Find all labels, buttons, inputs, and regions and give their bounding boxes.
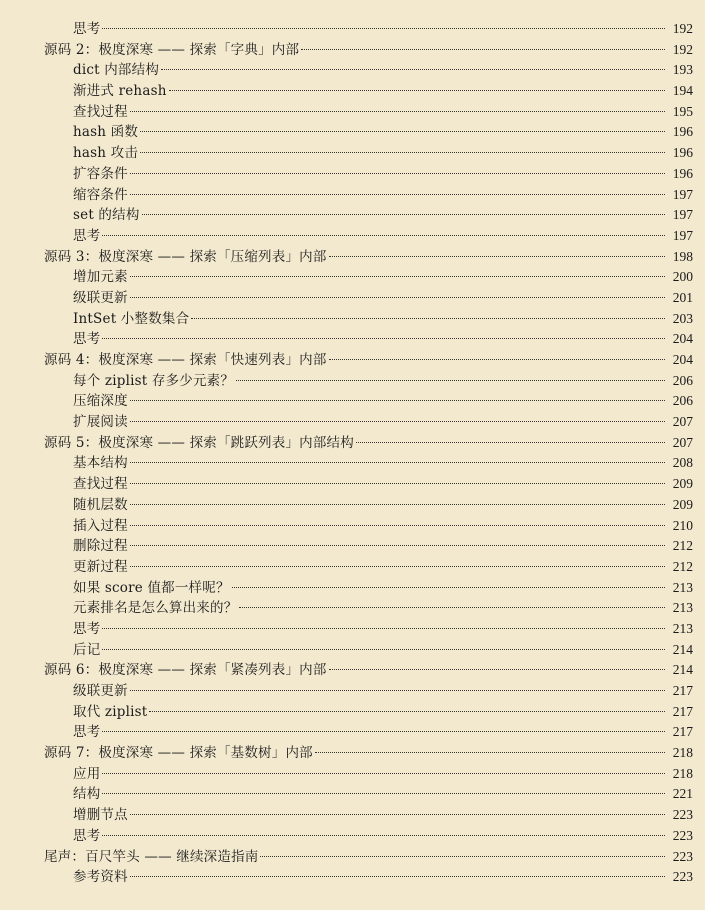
toc-entry-title: 查找过程 [73,103,128,120]
toc-entry-title: 增加元素 [73,269,128,286]
dot-leader [140,131,665,132]
toc-entry-title: 取代 ziplist [73,703,148,720]
toc-section-entry[interactable] [0,826,705,847]
toc-entry-title: 思考 [73,724,101,741]
dot-leader [130,545,665,546]
dot-leader [102,628,665,629]
toc-page-number: 217 [672,703,693,719]
toc-page-number: 213 [672,579,693,595]
toc-page-number: 194 [672,83,693,99]
toc-chapter-entry[interactable] [0,847,705,868]
toc-section-entry[interactable] [0,702,705,723]
toc-entry-title: 思考 [73,331,101,348]
toc-section-entry[interactable] [0,578,705,599]
toc-section-entry[interactable] [0,205,705,226]
toc-section-entry[interactable] [0,329,705,350]
toc-entry-title: 思考 [73,227,101,244]
toc-entry-title: 基本结构 [73,455,128,472]
toc-entry-title: hash 函数 [73,124,139,141]
toc-section-entry[interactable] [0,536,705,557]
toc-section-entry[interactable] [0,81,705,102]
toc-page-number: 208 [672,455,693,471]
dot-leader [130,400,665,401]
toc-page-number: 218 [672,765,693,781]
toc-entry-title: 源码 6：极度深寒 —— 探索「紧凑列表」内部 [44,662,327,679]
toc-section-entry[interactable] [0,19,705,40]
toc-section-entry[interactable] [0,122,705,143]
toc-page-number: 213 [672,620,693,636]
dot-leader [130,297,665,298]
toc-section-entry[interactable] [0,309,705,330]
toc-section-entry[interactable] [0,143,705,164]
dot-leader [169,90,665,91]
toc-page-number: 196 [672,124,693,140]
toc-entry-title: 结构 [73,786,101,803]
dot-leader [130,462,665,463]
toc-section-entry[interactable] [0,495,705,516]
dot-leader [301,49,665,50]
toc-entry-title: 压缩深度 [73,393,128,410]
toc-page-number: 221 [672,786,693,802]
dot-leader [236,380,665,381]
toc-page-number: 212 [672,558,693,574]
dot-leader [191,318,665,319]
toc-entry-title: 增删节点 [73,807,128,824]
toc-entry-title: set 的结构 [73,207,140,224]
toc-page-number: 223 [672,848,693,864]
dot-leader [140,152,665,153]
toc-chapter-entry[interactable] [0,660,705,681]
toc-section-entry[interactable] [0,557,705,578]
dot-leader [329,669,665,670]
dot-leader [315,752,665,753]
dot-leader [130,566,665,567]
dot-leader [102,235,665,236]
toc-section-entry[interactable] [0,267,705,288]
dot-leader [130,194,665,195]
toc-page-number: 192 [672,41,693,57]
toc-entry-title: 后记 [73,641,101,658]
toc-chapter-entry[interactable] [0,743,705,764]
dot-leader [102,338,665,339]
toc-entry-title: hash 攻击 [73,145,139,162]
toc-page-number: 213 [672,600,693,616]
toc-page-number: 197 [672,207,693,223]
toc-page-number: 195 [672,103,693,119]
toc-section-entry[interactable] [0,226,705,247]
toc-entry-title: 源码 2：极度深寒 —— 探索「字典」内部 [44,41,300,58]
dot-leader [102,835,665,836]
toc-chapter-entry[interactable] [0,433,705,454]
toc-section-entry[interactable] [0,764,705,785]
toc-entry-title: 源码 7：极度深寒 —— 探索「基数树」内部 [44,745,313,762]
toc-section-entry[interactable] [0,722,705,743]
dot-leader [130,876,665,877]
dot-leader [130,525,665,526]
dot-leader [329,256,665,257]
toc-list [0,19,705,888]
toc-chapter-entry[interactable] [0,40,705,61]
toc-entry-title: 思考 [73,620,101,637]
dot-leader [130,173,665,174]
toc-section-entry[interactable] [0,102,705,123]
toc-entry-title: 源码 3：极度深寒 —— 探索「压缩列表」内部 [44,248,327,265]
toc-entry-title: 级联更新 [73,289,128,306]
dot-leader [102,773,665,774]
dot-leader [102,793,665,794]
toc-entry-title: 删除过程 [73,538,128,555]
toc-entry-title: 思考 [73,21,101,37]
dot-leader [130,483,665,484]
toc-page-number: 196 [672,145,693,161]
toc-entry-title: 缩容条件 [73,186,128,203]
toc-section-entry[interactable] [0,681,705,702]
toc-page-number: 223 [672,869,693,885]
toc-page-number: 192 [672,21,693,36]
dot-leader [260,856,665,857]
toc-page-number: 209 [672,476,693,492]
toc-section-entry[interactable] [0,516,705,537]
toc-entry-title: 应用 [73,765,101,782]
toc-page-number: 193 [672,62,693,78]
toc-page-number: 201 [672,289,693,305]
dot-leader [130,276,665,277]
toc-page-number: 203 [672,310,693,326]
toc-entry-title: 插入过程 [73,517,128,534]
dot-leader [161,69,665,70]
toc-section-entry[interactable] [0,185,705,206]
toc-entry-title: 参考资料 [73,869,128,886]
toc-section-entry[interactable] [0,619,705,640]
toc-entry-title: IntSet 小整数集合 [73,310,190,327]
toc-page-number: 217 [672,683,693,698]
toc-entry-title: 扩展阅读 [73,414,128,431]
toc-page-number: 212 [672,538,693,554]
dot-leader [232,587,665,588]
toc-entry-title: 更新过程 [73,558,128,575]
toc-page-number: 210 [672,517,693,533]
toc-page-number: 214 [672,662,693,678]
toc-section-entry[interactable] [0,805,705,826]
toc-section-entry[interactable] [0,453,705,474]
toc-page-number: 218 [672,745,693,761]
toc-page-number: 200 [672,269,693,285]
toc-page-number: 197 [672,186,693,202]
toc-page-number: 223 [672,807,693,823]
dot-leader [142,214,665,215]
toc-entry-title: 随机层数 [73,496,128,513]
toc-page-number: 214 [672,641,693,657]
toc-page-number: 223 [672,827,693,843]
toc-entry-title: 源码 4：极度深寒 —— 探索「快速列表」内部 [44,352,327,368]
dot-leader [130,690,665,691]
toc-entry-title: 扩容条件 [73,165,128,182]
toc-section-entry[interactable] [0,371,705,392]
toc-section-entry[interactable] [0,784,705,805]
toc-entry-title: 思考 [73,827,101,844]
dot-leader [329,359,665,360]
toc-entry-title: 级联更新 [73,683,128,699]
toc-entry-title: 尾声：百尺竿头 —— 继续深造指南 [44,848,259,865]
toc-section-entry[interactable] [0,288,705,309]
toc-chapter-entry[interactable] [0,247,705,268]
toc-page-number: 207 [672,434,693,450]
dot-leader [102,731,665,732]
toc-entry-title: 源码 5：极度深寒 —— 探索「跳跃列表」内部结构 [44,434,354,451]
dot-leader [130,814,665,815]
toc-section-entry[interactable] [0,640,705,661]
dot-leader [130,504,665,505]
toc-section-entry[interactable] [0,867,705,888]
dot-leader [149,711,665,712]
dot-leader [130,111,665,112]
dot-leader [102,28,665,29]
dot-leader [130,421,665,422]
toc-page-number: 209 [672,496,693,512]
toc-section-entry[interactable] [0,412,705,433]
dot-leader [356,442,665,443]
toc-page-number: 198 [672,248,693,264]
toc-page-number: 206 [672,393,693,409]
toc-page-number: 204 [672,352,693,367]
toc-entry-title: 渐进式 rehash [73,83,167,100]
toc-page-number: 206 [672,372,693,388]
dot-leader [102,649,665,650]
toc-section-entry[interactable] [0,164,705,185]
toc-entry-title: 查找过程 [73,476,128,493]
toc-section-entry[interactable] [0,474,705,495]
toc-chapter-entry[interactable] [0,350,705,371]
toc-section-entry[interactable] [0,598,705,619]
toc-page-number: 207 [672,414,693,430]
toc-entry-title: 如果 score 值都一样呢？ [73,579,230,596]
toc-section-entry[interactable] [0,60,705,81]
toc-page-number: 196 [672,165,693,181]
toc-page-number: 204 [672,331,693,347]
dot-leader [239,607,665,608]
toc-section-entry[interactable] [0,391,705,412]
toc-page-number: 217 [672,724,693,740]
toc-entry-title: 元素排名是怎么算出来的？ [73,600,238,617]
toc-entry-title: dict 内部结构 [73,62,160,79]
toc-page-number: 197 [672,227,693,243]
toc-entry-title: 每个 ziplist 存多少元素？ [73,372,235,389]
